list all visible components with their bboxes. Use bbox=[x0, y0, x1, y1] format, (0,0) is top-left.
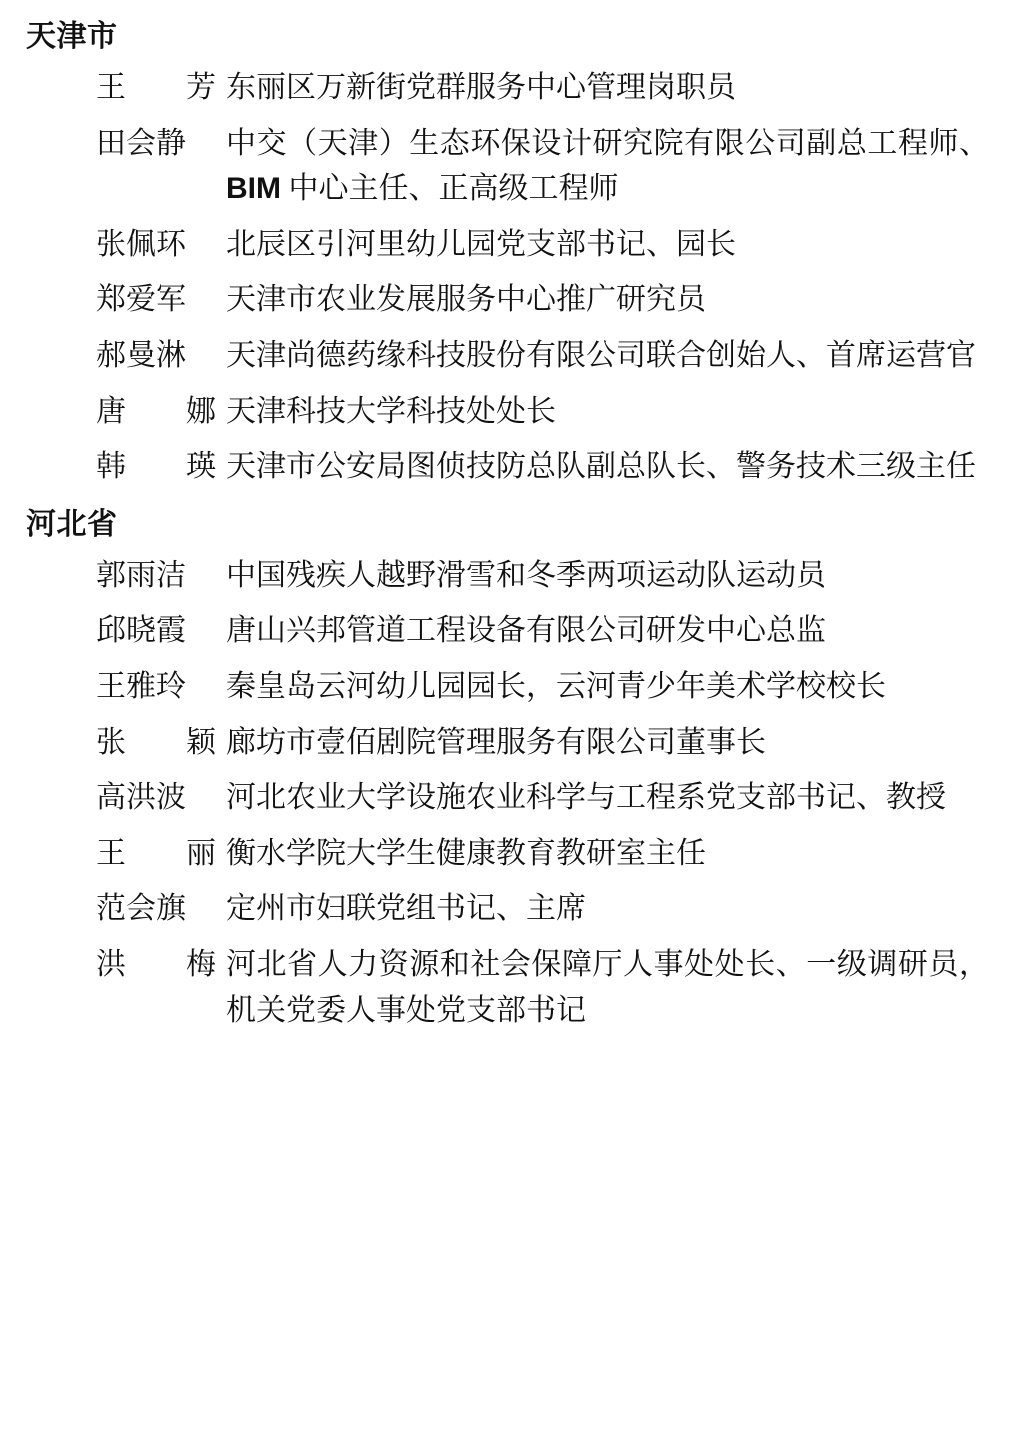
region-block bbox=[24, 502, 1001, 1033]
person-title: 廊坊市壹佰剧院管理服务有限公司董事长 bbox=[226, 725, 766, 759]
person-title: 天津市公安局图侦技防总队副总队长、警务技术三级主任 bbox=[226, 450, 976, 484]
person-name: 范会旗 bbox=[96, 892, 186, 926]
person-name: 唐 娜 bbox=[96, 394, 216, 428]
person-title: 中国残疾人越野滑雪和冬季两项运动队运动员 bbox=[226, 558, 826, 592]
entry-row bbox=[24, 553, 1001, 599]
person-title: 衡水学院大学生健康教育教研室主任 bbox=[226, 836, 706, 870]
person-name: 张佩环 bbox=[96, 227, 186, 261]
person-name: 邱晓霞 bbox=[96, 614, 186, 648]
entry-row bbox=[24, 277, 1001, 323]
person-name: 田会静 bbox=[96, 126, 186, 160]
acronym-bim: BIM bbox=[226, 172, 281, 206]
region-block bbox=[24, 14, 1001, 490]
person-title: 天津市农业发展服务中心推广研究员 bbox=[226, 283, 706, 317]
region-title: 天津市 bbox=[26, 20, 118, 53]
person-title: 中交（天津）生态环保设计研究院有限公司副总工程师、BIM 中心主任、正高级工程师 bbox=[226, 126, 989, 206]
entry-row bbox=[24, 664, 1001, 710]
entry-row bbox=[24, 121, 1001, 212]
person-name: 郑爱军 bbox=[96, 283, 186, 317]
person-title: 天津科技大学科技处处长 bbox=[226, 394, 556, 428]
person-name: 韩 瑛 bbox=[96, 450, 216, 484]
person-name: 王 丽 bbox=[96, 836, 216, 870]
entry-list bbox=[24, 65, 1001, 490]
entry-row bbox=[24, 333, 1001, 379]
entry-list bbox=[24, 553, 1001, 1033]
entry-row bbox=[24, 222, 1001, 268]
region-title: 河北省 bbox=[26, 507, 118, 541]
person-name: 郝曼淋 bbox=[96, 338, 186, 372]
entry-row bbox=[24, 831, 1001, 877]
person-title: 唐山兴邦管道工程设备有限公司研发中心总监 bbox=[226, 614, 826, 648]
person-name: 王雅玲 bbox=[96, 669, 186, 703]
person-name: 张 颖 bbox=[96, 725, 216, 759]
entry-row bbox=[24, 444, 1001, 490]
person-name: 郭雨洁 bbox=[96, 558, 186, 592]
region-list bbox=[24, 14, 1001, 1033]
entry-row bbox=[24, 775, 1001, 821]
entry-row bbox=[24, 942, 1001, 1033]
person-name: 王 芳 bbox=[96, 71, 216, 104]
entry-row bbox=[24, 886, 1001, 932]
person-title: 定州市妇联党组书记、主席 bbox=[226, 892, 586, 926]
entry-row bbox=[24, 389, 1001, 435]
person-name: 高洪波 bbox=[96, 781, 186, 815]
person-title: 北辰区引河里幼儿园党支部书记、园长 bbox=[226, 227, 736, 261]
entry-row bbox=[24, 65, 1001, 111]
person-title: 河北省人力资源和社会保障厅人事处处长、一级调研员，机关党委人事处党支部书记 bbox=[226, 947, 989, 1027]
person-title: 东丽区万新街党群服务中心管理岗职员 bbox=[226, 71, 736, 104]
entry-row bbox=[24, 608, 1001, 654]
person-title: 天津尚德药缘科技股份有限公司联合创始人、首席运营官 bbox=[226, 338, 976, 372]
person-title: 秦皇岛云河幼儿园园长，云河青少年美术学校校长 bbox=[226, 669, 886, 703]
person-title: 河北农业大学设施农业科学与工程系党支部书记、教授 bbox=[226, 781, 946, 815]
entry-row bbox=[24, 720, 1001, 766]
person-name: 洪 梅 bbox=[96, 947, 216, 981]
